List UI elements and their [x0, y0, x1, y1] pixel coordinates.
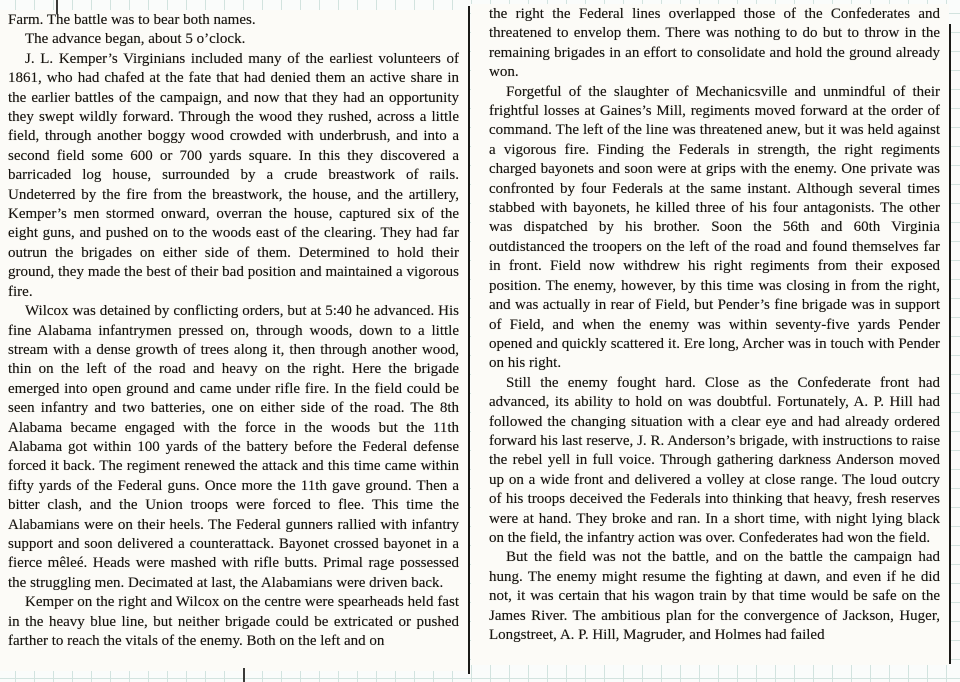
paragraph-field-not-battle: But the field was not the battle, and on the battle the campaign had hung. The enemy might resume the fighting at dawn, and even if he did not, it was certain that his wagon train by that time would be safe on the James River. The ambitious plan for the convergence of Jackson, Huger, Longstreet, A. P. Hill, Magruder, and Holmes had failed: [489, 549, 940, 643]
paragraph-continuation: Farm. The battle was to bear both names.: [8, 12, 256, 28]
paragraph-kemper-wilcox-spearheads: Kemper on the right and Wilcox on the centre were spearheads held fast in the heavy blue line, but neither brigade could be extricated or pushed farther to reach the vitals of the enemy. Both on the left and on: [8, 594, 459, 649]
paragraph-wilcox-alabama: Wilcox was detained by conflicting orders, but at 5:40 he advanced. His fine Alabama infantrymen pressed on, through woods, down to a little stream with a dense growth of trees along it, then through another wood, thin on the left of the road and heavy on the right. Here the brigade emerged into open ground and came under rifle fire. In the field could be seen infantry and two batteries, one on either side of the road. The 8th Alabama became engaged with the force in the woods but the 11th Alabama got within 100 yards of the battery before the Federal defense forced it back. The regiment renewed the attack and this time came within fifty yards of the Federal guns. Once more the 11th gave ground. Then a bitter clash, and the Union troops were forced to flee. This time the Alabamians were on their heels. The Federal gunners rallied with infantry support and soon delivered a counterattack. Bayonet crossed bayonet in a fierce mêleé. Heads were mashed with rifle butts. Primal rage possessed the struggling men. Decimated at last, the Alabamians were driven back.: [8, 303, 459, 591]
column-divider-rule: [468, 6, 470, 674]
paragraph-kemper-virginians: J. L. Kemper’s Virginians included many of the earliest volunteers of 1861, who had chafed at the fate that had denied them an active share in the earlier battles of the campaign, and now that they had an opportunity they swept wildly forward. Through the wood they rushed, across a little field, through another boggy wood crowded with underbrush, and into a second field some 600 or 700 yards square. In this they discovered a barricaded log house, surrounded by a crude breastwork of rails. Undeterred by the fire from the breastwork, the house, and the artillery, Kemper’s men stormed onward, overran the house, captured six of the eight guns, and pushed on to the woods east of the clearing. They had far outrun the brigades on either side of them. Determined to hold their ground, they made the best of their bad position and maintained a vigorous fire.: [8, 50, 459, 300]
left-text-column: [8, 11, 459, 651]
paragraph-forgetful-mechanicsville: Forgetful of the slaughter of Mechanicsville and unmindful of their frightful losses at Gaines’s Mill, regiments moved forward at the order of command. The left of the line was threatened anew, but it was held against a vigorous fire. Finding the Federals in strength, the right regiments charged bayonets and soon were at grips with the enemy. One private was confronted by four Federals at the same instant. Although several times stabbed with bayonets, he killed three of his four antagonists. The other was dispatched by his brother. Soon the 56th and 60th Virginia outdistanced the troopers on the left of the road and found themselves far in front. Field now withdrew his right regiments from their exposed position. The enemy, however, by this time was closing in from the right, and was actually in rear of Field, but Pender’s fine brigade was in support of Field, and when the enemy was within seventy-five yards Pender opened and quickly scattered it. Ere long, Archer was in touch with Pender on his right.: [489, 83, 940, 372]
right-text-column: [489, 5, 940, 645]
scan-artifact-mark-bottom: [243, 668, 245, 682]
paragraph-federal-overlap: the right the Federal lines overlapped those of the Confederates and threatened to envelop them. There was nothing to do but to throw in the remaining brigades in an effort to consolidate and hold the ground already won.: [489, 6, 940, 81]
paragraph-advance-began: The advance began, about 5 o’clock.: [25, 31, 246, 48]
paragraph-ap-hill-reserve: Still the enemy fought hard. Close as the Confederate front had advanced, its ability to hold on was doubtful. Fortunately, A. P. Hill had followed the changing situation with a clear eye and had already ordered forward his last reserve, J. R. Anderson’s brigade, with instructions to raise the rebel yell in full voice. Through gathering darkness Anderson moved up on a wide front and delivered a volley at close range. The loud outcry of his troops deceived the Federals into thinking that heavy, fresh reserves were at hand. They broke and ran. In a short time, with night lying black on the field, the infantry action was over. Confederates had won the field.: [489, 374, 940, 546]
page-right-edge-rule: [949, 24, 951, 664]
